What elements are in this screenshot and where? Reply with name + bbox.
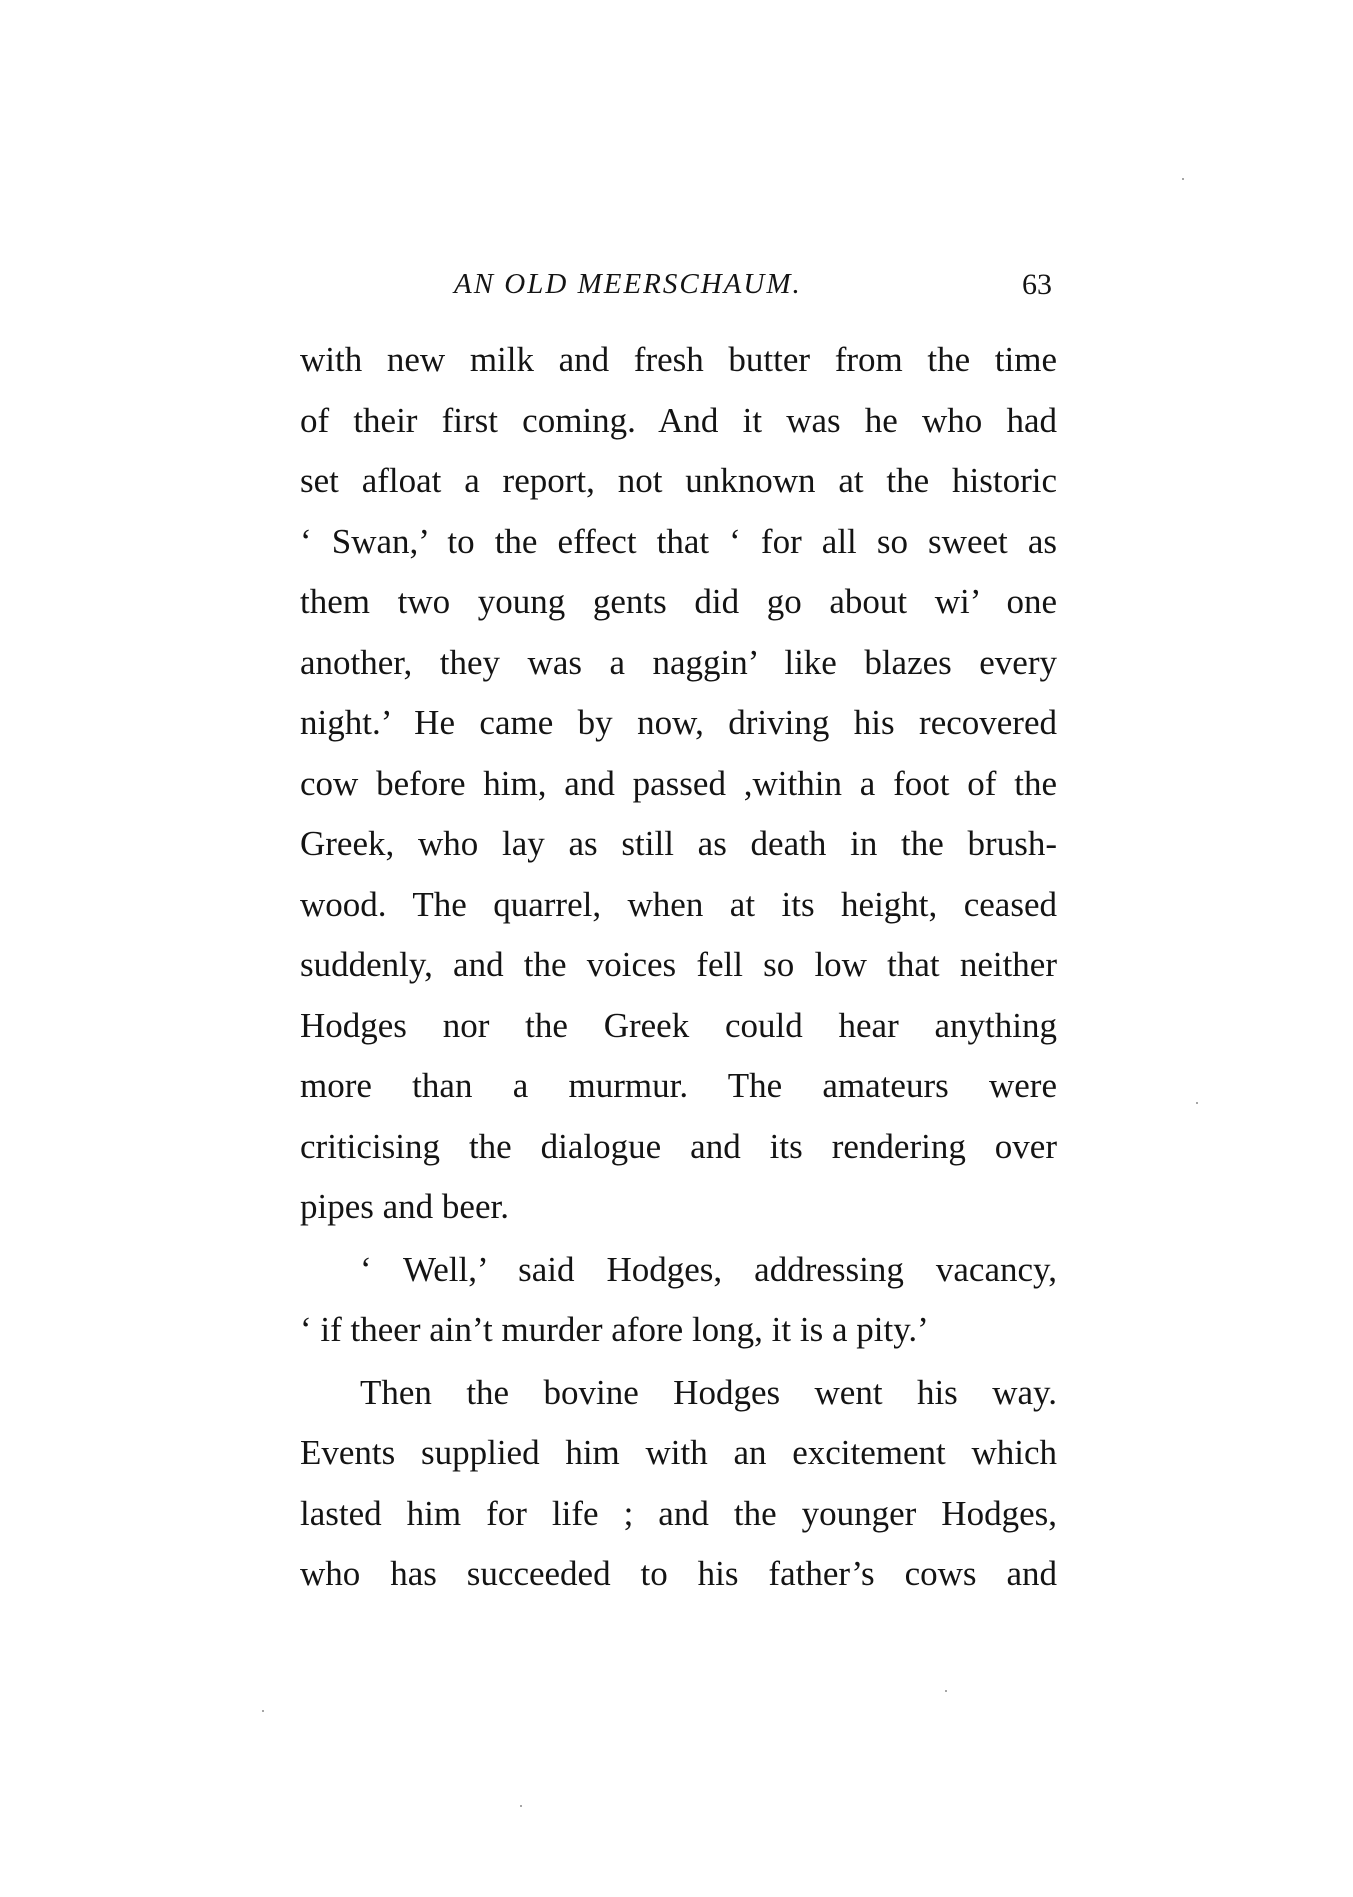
text-line: another, they was a naggin’ like blazes every: [300, 642, 1057, 682]
text-line: pipes and beer.: [300, 1187, 509, 1226]
text-line: cow before him, and passed ,within a foot of the: [300, 763, 1057, 803]
scan-speck: [262, 1710, 264, 1712]
scan-speck: [520, 1805, 522, 1807]
scan-speck: [1182, 178, 1184, 180]
text-line: ‘ Well,’ said Hodges, addressing vacancy,: [360, 1249, 1057, 1289]
text-line: ‘ Swan,’ to the effect that ‘ for all so sweet as: [300, 521, 1057, 561]
text-line: night.’ He came by now, driving his recovered: [300, 703, 1057, 742]
text-line: Events supplied him with an excitement which: [300, 1433, 1057, 1472]
text-line: criticising the dialogue and its rendering over: [300, 1126, 1057, 1166]
body-text: [300, 330, 1057, 1605]
text-line: who has succeeded to his father’s cows and: [300, 1554, 1057, 1593]
scan-speck: [1196, 1102, 1198, 1104]
text-line: ‘ if theer ain’t murder afore long, it is a pity.’: [300, 1310, 929, 1349]
paragraph-1: [300, 330, 1057, 1238]
text-line: of their first coming. And it was he who had: [300, 400, 1057, 440]
text-line: suddenly, and the voices fell so low that neither: [300, 945, 1057, 984]
text-line: more than a murmur. The amateurs were: [300, 1066, 1057, 1105]
text-line: wood. The quarrel, when at its height, ceased: [300, 884, 1057, 924]
text-line: Then the bovine Hodges went his way.: [360, 1372, 1057, 1412]
page-header: [300, 268, 1060, 318]
text-line: set afloat a report, not unknown at the historic: [300, 461, 1057, 500]
text-line: them two young gents did go about wi’ one: [300, 582, 1057, 621]
text-line: with new milk and fresh butter from the time: [300, 340, 1057, 379]
text-line: Greek, who lay as still as death in the brush-: [300, 824, 1057, 863]
paragraph-3: [300, 1363, 1057, 1605]
running-title: AN OLD MEERSCHAUM.: [454, 268, 802, 300]
scan-speck: [945, 1690, 947, 1692]
page-number: 63: [1022, 268, 1052, 301]
paragraph-2: [300, 1240, 1057, 1361]
text-line: Hodges nor the Greek could hear anything: [300, 1005, 1057, 1045]
text-line: lasted him for life ; and the younger Hodges,: [300, 1493, 1057, 1533]
